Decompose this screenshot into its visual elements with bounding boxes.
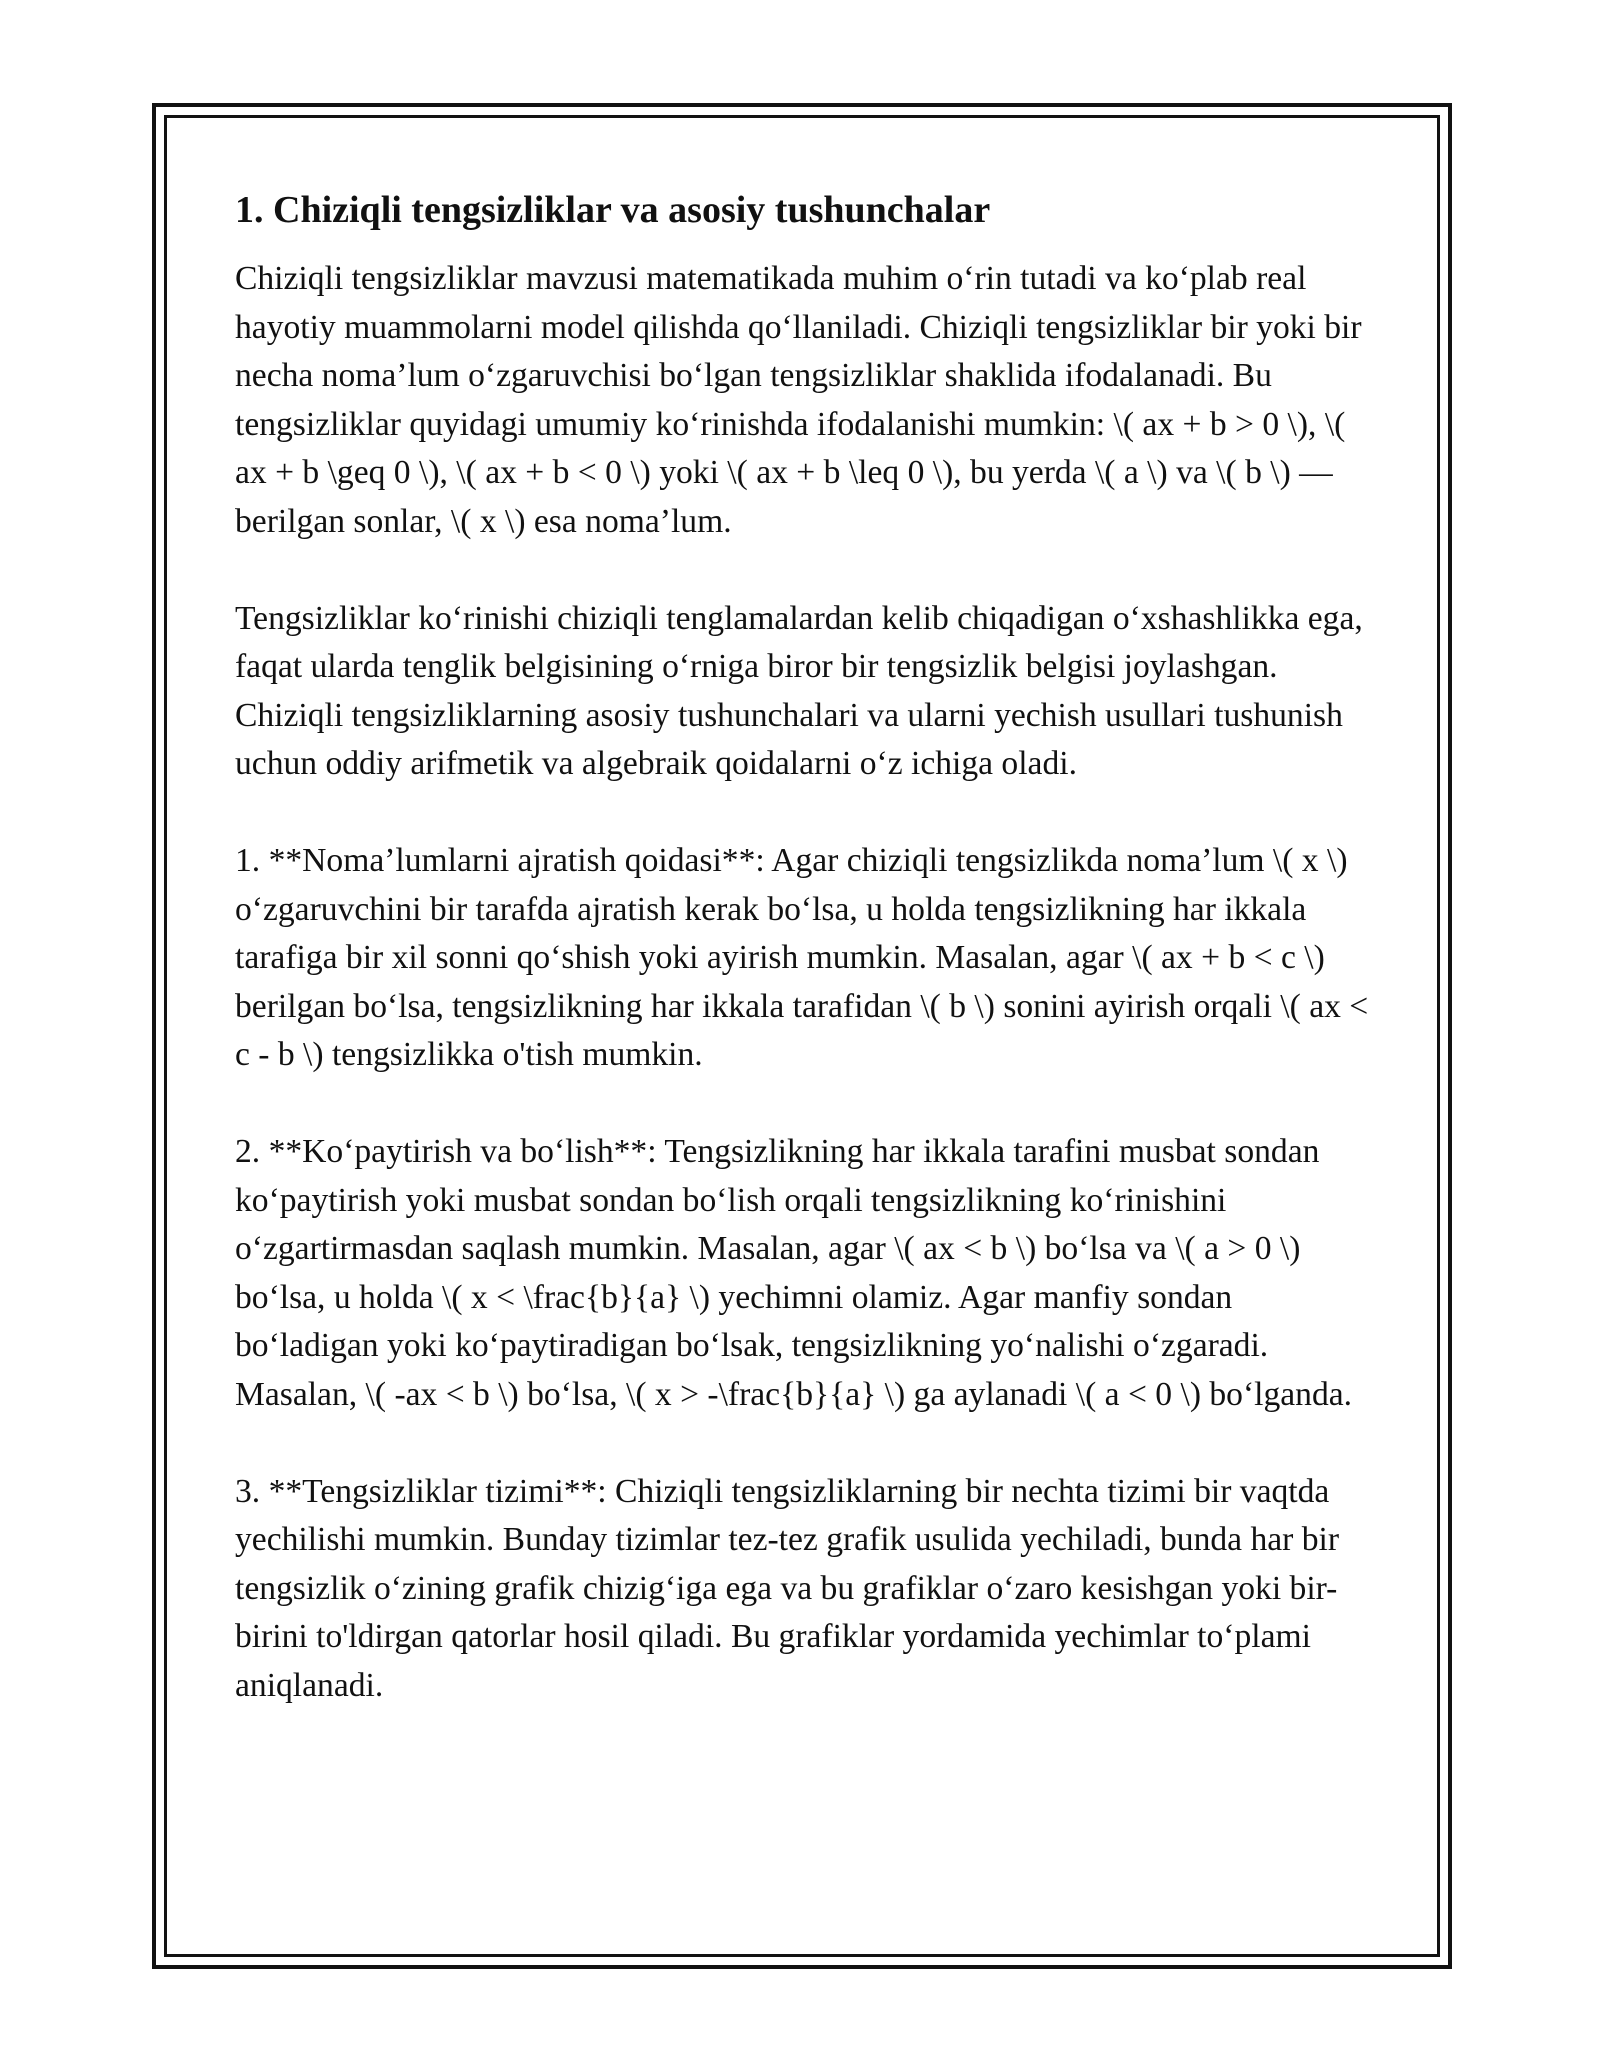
paragraph-intro: Chiziqli tengsizliklar mavzusi matematikada muhim o‘rin tutadi va ko‘plab real hayotiy muammolarni model qilishda qo‘llaniladi. Chiziqli tengsizliklar bir yoki bir necha noma’lum o‘zgaruvchisi bo‘lgan tengsizliklar shaklida ifodalanadi. Bu tengsizliklar quyidagi umumiy ko‘rinishda ifodalanishi mumkin: \( ax + b > 0 \), \( ax + b \geq 0 \), \( ax + b < 0 \) yoki \( ax + b \leq 0 \), bu yerda \( a \) va \( b \) — berilgan sonlar, \( x \) esa noma’lum. (235, 260, 1362, 540)
paragraph-rule-systems: 3. **Tengsizliklar tizimi**: Chiziqli tengsizliklarning bir nechta tizimi bir vaqtda yechilishi mumkin. Bunday tizimlar tez-tez grafik usulida yechiladi, bunda har bir tengsizlik o‘zining grafik chizig‘iga ega va bu grafiklar o‘zaro kesishgan yoki bir-birini to'ldirgan qatorlar hosil qiladi. Bu grafiklar yordamida yechimlar to‘plami aniqlanadi. (235, 1472, 1340, 1704)
paragraph-rule-multiplying: 2. **Ko‘paytirish va bo‘lish**: Tengsizlikning har ikkala tarafini musbat sondan ko‘paytirish yoki musbat sondan bo‘lish orqali tengsizlikning ko‘rinishini o‘zgartirmasdan saqlash mumkin. Masalan, agar \( ax < b \) bo‘lsa va \( a > 0 \) bo‘lsa, u holda \( x < \frac{b}{a} \) yechimni olamiz. Agar manfiy sondan bo‘ladigan yoki ko‘paytiradigan bo‘lsak, tengsizlikning yo‘nalishi o‘zgaradi. Masalan, \( -ax < b \) bo‘lsa, \( x > -\frac{b}{a} \) ga aylanadi \( a < 0 \) bo‘lganda. (235, 1133, 1353, 1413)
paragraph-rule-isolating: 1. **Noma’lumlarni ajratish qoidasi**: Agar chiziqli tengsizlikda noma’lum \( x \) o‘zgaruvchini bir tarafda ajratish kerak bo‘lsa, u holda tengsizlikning har ikkala tarafiga bir xil sonni qo‘shish yoki ayirish mumkin. Masalan, agar \( ax + b < c \) berilgan bo‘lsa, tengsizlikning har ikkala tarafidan \( b \) sonini ayirish orqali \( ax < c - b \) tengsizlikka o'tish mumkin. (235, 842, 1369, 1073)
document-body (235, 185, 1375, 1759)
paragraph-concepts: Tengsizliklar ko‘rinishi chiziqli tenglamalardan kelib chiqadigan o‘xshashlikka ega, faqat ularda tenglik belgisining o‘rniga biror bir tengsizlik belgisi joylashgan. Chiziqli tengsizliklarning asosiy tushunchalari va ularni yechish usullari tushunish uchun oddiy arifmetik va algebraik qoidalarni o‘z ichiga oladi. (235, 599, 1363, 782)
section-heading: 1. Chiziqli tengsizliklar va asosiy tushunchalar (235, 189, 991, 231)
